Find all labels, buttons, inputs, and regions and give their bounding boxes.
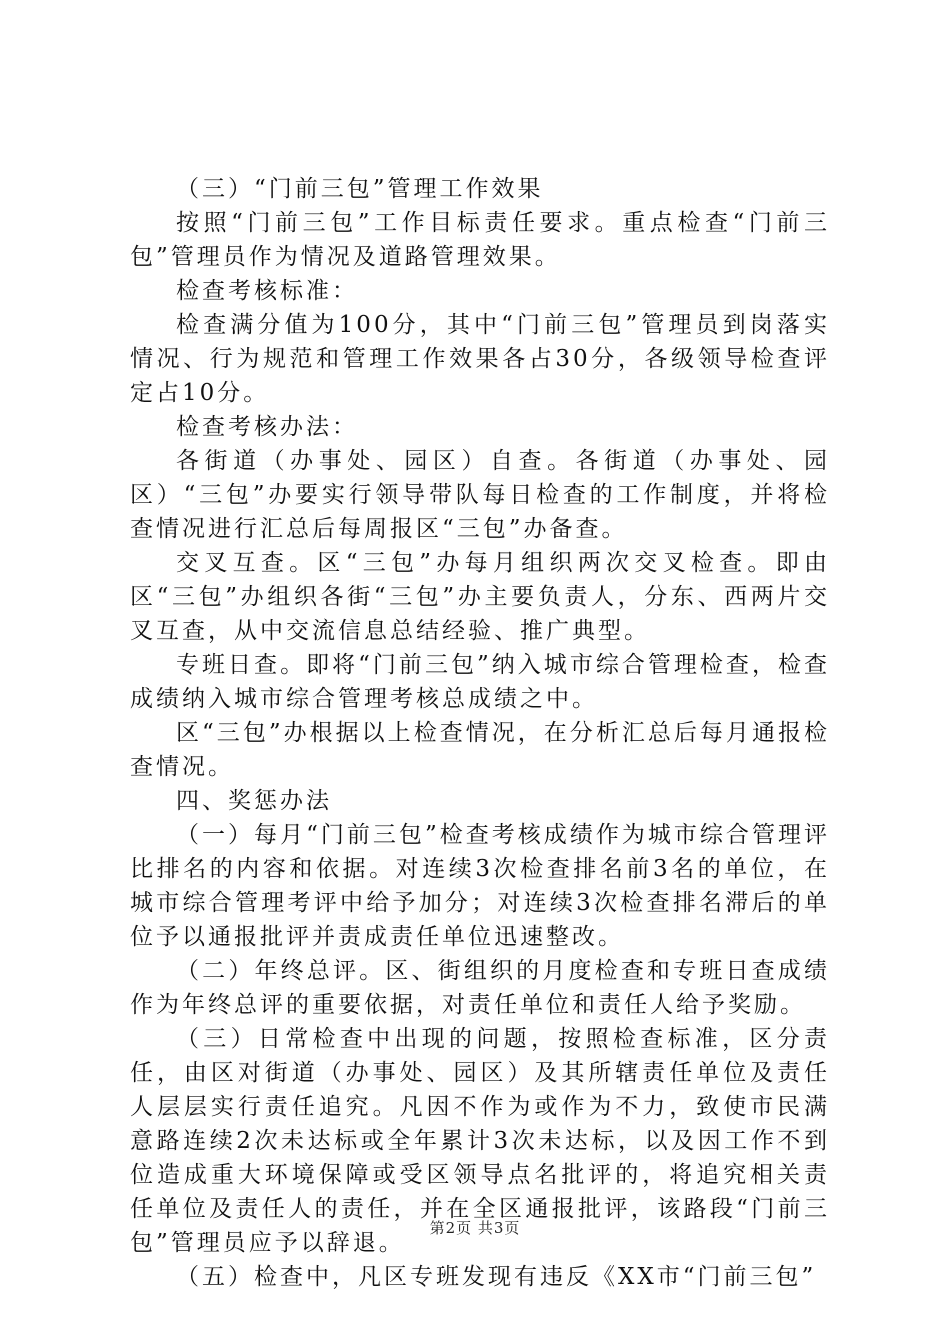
paragraph: 交叉互查。区“三包”办每月组织两次交叉检查。即由区“三包”办组织各街“三包”办主要负责人，分东、西两片交叉互查，从中交流信息总结经验、推广典型。 [130, 550, 830, 644]
paragraph: 区“三包”办根据以上检查情况，在分析汇总后每月通报检查情况。 [130, 720, 830, 780]
paragraph: 检查满分值为100分，其中“门前三包”管理员到岗落实情况、行为规范和管理工作效果各占30分，各级领导检查评定占10分。 [130, 312, 830, 406]
paragraph: （五）检查中，凡区专班发现有违反《XX市“门前三包” [176, 1264, 817, 1290]
paragraph: （三）日常检查中出现的问题，按照检查标准，区分责任，由区对街道（办事处、园区）及其所辖责任单位及责任人层层实行责任追究。凡因不作为或作为不力，致使市民满意路连续2次未达标或全年累计3次未达标，以及因工作不到位造成重大环境保障或受区领导点名批评的，将追究相关责任单位及责任人的责任，并在全区通报批评，该路段“门前三包”管理员应予以辞退。 [130, 1026, 830, 1256]
paragraph: 专班日查。即将“门前三包”纳入城市综合管理检查，检查成绩纳入城市综合管理考核总成绩之中。 [130, 652, 830, 712]
page-number-footer: 第2页 共3页 [429, 1219, 521, 1237]
subheading-standard: 检查考核标准： [176, 278, 358, 304]
section-heading-effect: （三）“门前三包”管理工作效果 [176, 176, 544, 202]
section-heading-rewards: 四、奖惩办法 [176, 788, 332, 814]
subheading-method: 检查考核办法： [176, 414, 358, 440]
document-body [130, 172, 830, 1294]
paragraph: （二）年终总评。区、街组织的月度检查和专班日查成绩作为年终总评的重要依据，对责任单位和责任人给予奖励。 [130, 958, 830, 1018]
paragraph: 按照“门前三包”工作目标责任要求。重点检查“门前三包”管理员作为情况及道路管理效果。 [130, 210, 830, 270]
paragraph: 各街道（办事处、园区）自查。各街道（办事处、园区）“三包”办要实行领导带队每日检查的工作制度，并将检查情况进行汇总后每周报区“三包”办备查。 [130, 448, 830, 542]
paragraph: （一）每月“门前三包”检查考核成绩作为城市综合管理评比排名的内容和依据。对连续3次检查排名前3名的单位，在城市综合管理考评中给予加分；对连续3次检查排名滞后的单位予以通报批评并责成责任单位迅速整改。 [130, 822, 830, 950]
